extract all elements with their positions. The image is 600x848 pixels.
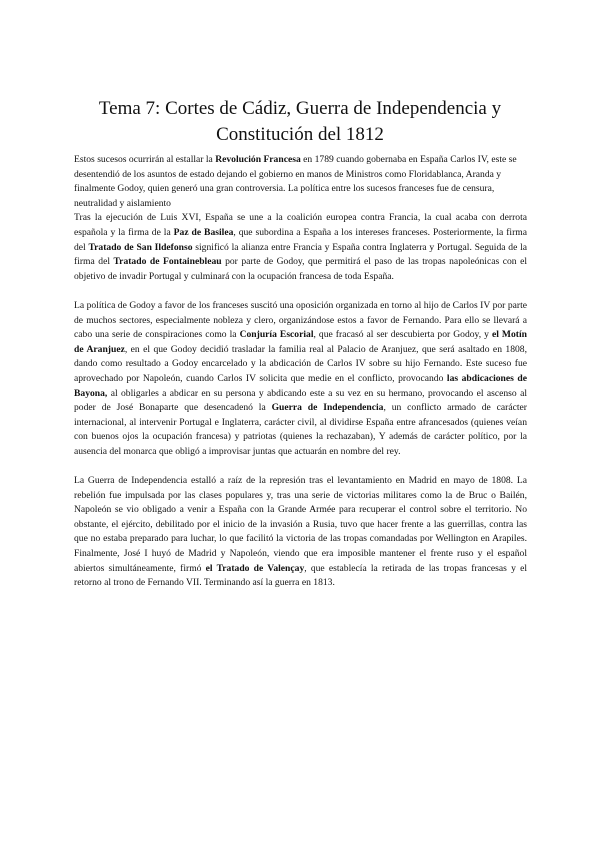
paragraph-2-text-d: significó la alianza entre Francia y España contra Inglaterra y Portugal. Seguida de la firma del [74, 241, 528, 268]
bold-term-conjuria-escorial: Conjuría Escorial [239, 329, 314, 341]
page-title [60, 96, 540, 148]
title-line-1: Tema 7: Cortes de Cádiz, Guerra de Independencia y [98, 98, 502, 119]
paragraph-1-text-c: en 1789 cuando gobernaba en España Carlos IV, este se desentendió de los asuntos de estado dejando el gobierno en manos de Ministros como Floridablanca, Aranda y finalmente Godoy, quien generó una gran controversia. La política entre los sucesos franceses fue de censura, neutralidad y aislamiento [74, 154, 517, 209]
paragraph-4-text-a: La Guerra de Independencia estalló a raíz de la represión tras el levantamiento en Madrid en mayo de 1808. La rebelión fue impulsada por las clases populares y, tras una serie de victorias militares como la de Bruc o Bailén, Napoleón se vio obligado a venir a España con la Grande Armée para recuperar el control sobre el territorio. No obstante, el ejército, debilitado por el inicio de la invasión a Rusia, tuvo que hacer frente a las guerrillas, contra las que no estaba preparado para luchar, lo que facilitó la victoria de las tropas comandadas por Wellington en Arapiles. Finalmente, José I huyó de Madrid y Napoleón, viendo que era imposible mantener el frente ruso y el español abiertos simultáneamente, firmó [74, 475, 527, 574]
bold-term-paz-de-basilea: Paz de Basilea [173, 226, 234, 238]
bold-term-tratado-fontainebleau: Tratado de Fontainebleau [113, 256, 222, 268]
paragraph-1-text-a: Estos sucesos ocurrirán al estallar la [74, 154, 216, 165]
bold-term-tratado-valencay: el Tratado de Valençay [205, 562, 305, 574]
paragraph-3 [74, 299, 527, 460]
document-body [74, 153, 527, 591]
paragraph-3-text-a: La política de Godoy a favor de los franceses suscitó una oposición organizada en torno al hijo de Carlos IV por parte de muchos sectores, especialmente nobleza y clero, organizándose estos a favor de Fernando. Para ello se llevará a cabo una serie de conspiraciones como la [74, 299, 527, 341]
paragraph-2 [74, 211, 527, 284]
bold-term-guerra-independencia: Guerra de Independencia [271, 402, 384, 414]
paragraph-3-text-d: , en el que Godoy decidió trasladar la familia real al Palacio de Aranjuez, que será asaltado en 1808, dando como resultado a Godoy encarcelado y la abdicación de Carlos IV sobre su hijo Fernando. Este suceso fue aprovechado por Napoleón, cuando Carlos IV solicita que medie en el conflicto, provocando [74, 343, 527, 384]
paragraph-2-text-a: Tras la ejecución de Luis XVI, España se une a la coalición europea contra Francia, la cual acaba con derrota española y la firma de la [74, 212, 527, 238]
paragraph-2-text-c: , que subordina a España a los intereses franceses. Posteriormente, la firma del [74, 226, 528, 253]
paragraph-4 [74, 474, 527, 591]
title-line-2: Constitución del 1812 [216, 124, 384, 145]
bold-term-tratado-san-ildefonso: Tratado de San Ildefonso [88, 241, 193, 253]
paragraph-group-1 [74, 153, 527, 284]
paragraph-4-text-c: , que establecía la retirada de las tropas francesas y el retorno al trono de Fernando VII. Terminando así la guerra en 1813. [74, 562, 528, 589]
paragraph-3-text-c: , que fracasó al ser descubierta por Godoy, y [313, 329, 492, 341]
bold-term-revolucion-francesa: Revolución Francesa [215, 154, 301, 165]
paragraph-1 [74, 153, 527, 211]
paragraph-3-text-e: al obligarles a abdicar en su persona y abdicando este a su vez en su hermano, provocando el ascenso al poder de José Bonaparte que desencadenó la [74, 387, 527, 414]
bold-term-abdicaciones-bayona: las abdicaciones de Bayona, [74, 372, 527, 399]
paragraph-3-text-f: , un conflicto armado de carácter internacional, al intervenir Portugal e Inglaterra, carácter civil, al dividirse España entre afrancesados (quienes veían con buenos ojos la ocupación francesa) y patriotas (quienes la rechazaban), Y además de carácter político, por la ausencia del monarca que obligó a improvisar juntas que actuarán en nombre del rey. [74, 402, 527, 457]
bold-term-motin-aranjuez: el Motín de Aranjuez [74, 329, 527, 355]
paragraph-2-text-e: por parte de Godoy, que permitirá el paso de las tropas napoleónicas con el objetivo de invadir Portugal y culminará con la ocupación francesa de toda España. [74, 256, 527, 282]
